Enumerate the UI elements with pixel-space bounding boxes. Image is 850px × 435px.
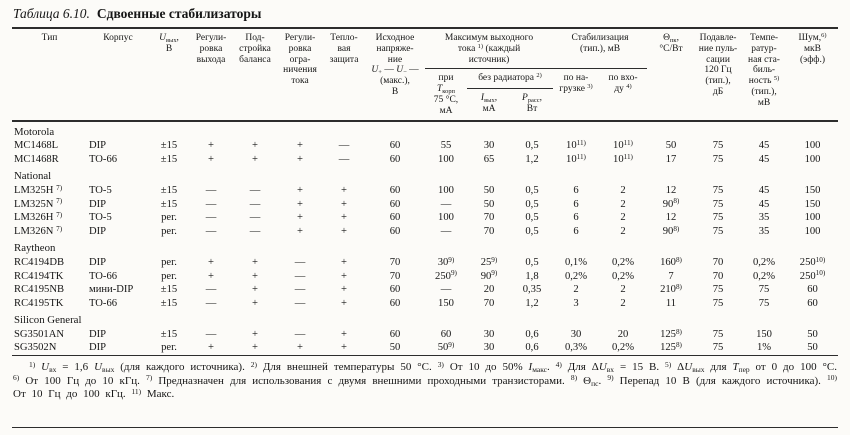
cell: LM325H $^{7)}$	[14, 183, 63, 196]
cell: 0,2%	[564, 270, 588, 282]
cell: 2	[620, 284, 626, 296]
cell: 60	[807, 284, 818, 296]
cell: 70	[483, 225, 495, 237]
cell: 2	[620, 225, 626, 237]
cell: TO-5	[89, 184, 112, 196]
cell: +	[252, 342, 258, 354]
cell: 45	[758, 140, 770, 152]
cell: 50$^{9)}$	[437, 341, 455, 354]
cell: 7	[668, 270, 674, 282]
col-header-theta: $\Theta_{пк}$, °С/Вт	[647, 28, 695, 121]
cell: +	[341, 284, 347, 296]
manufacturer-group-label: Silicon General	[14, 314, 82, 327]
cell: 75	[712, 297, 724, 309]
col-header-ripple-rejection: Подавле- ние пуль- сации 120 Гц (тип.), дБ	[695, 28, 741, 121]
cell: 0,5	[525, 140, 539, 152]
cell: +	[252, 256, 258, 268]
cell: 50	[483, 184, 495, 196]
cell: 0,3%	[564, 342, 588, 354]
cell: +	[297, 184, 303, 196]
col-header-load-regulation: по на- грузке $^{3)}$	[553, 69, 599, 121]
cell: 17	[665, 153, 677, 165]
col-header-noise: Шум,$^{6)}$ мкВ (эфф.)	[787, 28, 838, 121]
cell: 250$^{10)}$	[799, 255, 826, 268]
cell: RC4194DB	[14, 256, 65, 268]
cell: 0,5	[525, 198, 539, 210]
cell: 0,1%	[564, 256, 588, 268]
table-caption: Сдвоенные стабилизаторы	[96, 6, 262, 21]
cell: 75	[712, 284, 724, 296]
table-row	[12, 198, 838, 212]
table-row	[12, 328, 838, 342]
cell: +	[252, 153, 258, 165]
cell: +	[297, 212, 303, 224]
cell: 10$^{11)}$	[613, 138, 633, 152]
cell: 35	[758, 212, 770, 224]
cell: 70	[483, 212, 495, 224]
cell: 50	[389, 342, 401, 354]
cell: 90$^{8)}$	[662, 197, 680, 210]
cell: 0,2%	[611, 256, 635, 268]
col-header-vout: $U_{вых}$, В	[149, 28, 189, 121]
cell: RC4194TK	[14, 270, 64, 282]
cell: 100	[438, 153, 454, 165]
cell: LM326N $^{7)}$	[14, 224, 63, 237]
cell: TO-66	[89, 297, 118, 309]
col-header-current-limit-adjust: Регули- ровка огра- ничения тока	[277, 28, 323, 121]
cell: 0,2%	[611, 342, 635, 354]
cell: 70	[389, 256, 401, 268]
cell: 100	[438, 184, 454, 196]
cell: 250$^{10)}$	[799, 269, 826, 282]
col-group-max-output-current: Максимум выходного тока $^{1)}$ (каждый источник)	[425, 28, 553, 69]
cell: 100	[804, 140, 821, 152]
table-body	[12, 121, 838, 356]
cell: 1,2	[525, 297, 539, 309]
cell: —	[249, 184, 261, 196]
cell: ±15	[160, 198, 178, 210]
cell: 0,5	[525, 184, 539, 196]
cell: 150	[804, 198, 821, 210]
cell: 75	[712, 140, 724, 152]
cell: 75	[712, 328, 724, 340]
cell: 60	[807, 297, 818, 309]
cell: 45	[758, 153, 770, 165]
cell: 60	[389, 140, 401, 152]
cell: 60	[389, 184, 401, 196]
cell: 20	[483, 284, 495, 296]
cell: ±15	[160, 153, 178, 165]
cell: +	[297, 342, 303, 354]
cell: +	[341, 184, 347, 196]
cell: +	[341, 342, 347, 354]
cell: +	[208, 256, 214, 268]
cell: DIP	[89, 225, 107, 237]
cell: 0,5	[525, 225, 539, 237]
cell: 60	[440, 328, 452, 340]
cell: 1%	[756, 342, 772, 354]
col-header-line-regulation: по вхо- ду $^{4)}$	[599, 69, 647, 121]
col-header-type: Тип	[12, 28, 87, 121]
col-header-temp-stability: Темпе- ратур- ная ста- биль- ность $^{5)}$ (тип.), мВ	[741, 28, 787, 121]
cell: +	[341, 225, 347, 237]
table-title	[13, 6, 838, 22]
cell: +	[208, 153, 214, 165]
cell: 30$^{9)}$	[437, 255, 455, 268]
cell: 1,8	[525, 270, 539, 282]
cell: +	[208, 140, 214, 152]
cell: +	[252, 297, 258, 309]
cell: 12	[665, 184, 677, 196]
cell: —	[440, 284, 452, 296]
manufacturer-group-label: Raytheon	[14, 242, 56, 255]
col-header-current-at-temp: при $T_{корп}$ 75 °С, мА	[425, 69, 467, 121]
cell: 25$^{9)}$	[480, 255, 498, 268]
cell: 125$^{8)}$	[660, 341, 682, 354]
cell: 250$^{9)}$	[435, 269, 457, 282]
cell: DIP	[89, 198, 107, 210]
cell: 6	[573, 198, 579, 210]
cell: RC4195TK	[14, 297, 64, 309]
cell: 6	[573, 212, 579, 224]
cell: +	[341, 270, 347, 282]
col-header-pdiss: $P_{расс}$, Вт	[511, 89, 553, 121]
cell: —	[294, 284, 306, 296]
cell: —	[249, 225, 261, 237]
cell: 10$^{11)}$	[566, 152, 586, 165]
table-row	[12, 139, 838, 153]
cell: 2	[620, 297, 626, 309]
cell: TO-66	[89, 153, 118, 165]
cell: —	[205, 297, 217, 309]
cell: 100	[804, 153, 821, 165]
cell: 2	[620, 184, 626, 196]
cell: 70	[712, 256, 724, 268]
cell: SG3501AN	[14, 328, 65, 340]
table-row	[12, 153, 838, 167]
table-row	[12, 297, 838, 311]
cell: LM326H $^{7)}$	[14, 210, 63, 224]
bottom-rule	[12, 427, 838, 428]
cell: DIP	[89, 328, 107, 340]
cell: 75	[758, 297, 770, 309]
col-header-package: Корпус	[87, 28, 149, 121]
cell: 60	[389, 225, 401, 237]
table-row	[12, 211, 838, 225]
cell: 0,2%	[611, 270, 635, 282]
table-row	[12, 283, 838, 297]
manufacturer-group-label: Motorola	[14, 125, 55, 138]
cell: +	[252, 284, 258, 296]
cell: 10$^{11)}$	[613, 152, 633, 165]
cell: +	[341, 198, 347, 210]
cell: 35	[758, 225, 770, 237]
cell: мини-DIP	[89, 284, 134, 296]
cell: RC4195NB	[14, 284, 65, 296]
cell: 75	[712, 212, 724, 224]
cell: —	[294, 256, 306, 268]
cell: MC1468L	[14, 140, 59, 152]
cell: 0,35	[522, 284, 542, 296]
cell: MC1468R	[14, 153, 59, 165]
cell: 75	[712, 342, 724, 354]
cell: LM325N $^{7)}$	[14, 197, 63, 210]
col-header-thermal-protection: Тепло- вая защита	[323, 28, 365, 121]
cell: 55	[440, 140, 452, 152]
cell: 0,5	[525, 212, 539, 224]
cell: 60	[389, 328, 401, 340]
cell: ±15	[160, 284, 178, 296]
cell: 60	[389, 198, 401, 210]
cell: 210$^{8)}$	[660, 282, 682, 296]
cell: 150	[804, 184, 821, 196]
cell: TO-66	[89, 270, 118, 282]
cell: +	[341, 212, 347, 224]
cell: 50	[483, 198, 495, 210]
cell: рег.	[161, 225, 177, 237]
cell: 70	[389, 270, 401, 282]
cell: +	[297, 198, 303, 210]
cell: —	[205, 184, 217, 196]
manufacturer-group-row	[12, 238, 838, 256]
table-number: Таблица 6.10.	[13, 6, 90, 21]
cell: 2	[573, 284, 579, 296]
cell: 30	[570, 328, 582, 340]
cell: рег.	[161, 270, 177, 282]
col-header-iout: $I_{вых}$, мА	[467, 89, 511, 121]
cell: 2	[620, 198, 626, 210]
cell: 6	[573, 225, 579, 237]
cell: 30	[483, 140, 495, 152]
cell: —	[205, 284, 217, 296]
cell: ±15	[160, 328, 178, 340]
cell: +	[208, 342, 214, 354]
cell: 65	[483, 153, 495, 165]
cell: 1,2	[525, 153, 539, 165]
cell: 100	[804, 212, 821, 224]
cell: —	[205, 328, 217, 340]
manufacturer-group-row	[12, 166, 838, 184]
cell: 90$^{9)}$	[480, 269, 498, 282]
cell: +	[252, 270, 258, 282]
cell: 75	[712, 153, 724, 165]
stabilizers-table	[12, 27, 838, 356]
cell: рег.	[161, 256, 177, 268]
cell: 150	[756, 328, 772, 340]
cell: —	[338, 140, 350, 152]
cell: 45	[758, 198, 770, 210]
cell: +	[252, 140, 258, 152]
footnotes: $^{1)}$ $U_{вх} = 1,6$ $U_{вых}$ (для каждого источника). $^{2)}$ Для внешней температуры 50 °С. $^{3)}$ От 10 до 50% $I_{макс}$. $^{4)}$ Для $\Delta U_{вх} = 15$ В. $^{5)}$ $\Delta U_{вых}$ для $T_{пер}$ от 0 до 100 °С. $^{6)}$ От 100 Гц до 10 кГц. $^{7)}$ Предназначен для использования с двумя внешними проходными транзисторами. $^{8)}$ $\Theta_{пс}$. $^{9)}$ Перепад 10 В (для каждого источника). $^{10)}$ От 10 Гц до 100 кГц. $^{11)}$ Макс.	[13, 359, 838, 401]
table-row	[12, 256, 838, 270]
table-header	[12, 28, 838, 121]
table-row	[12, 341, 838, 355]
cell: —	[338, 153, 350, 165]
cell: +	[341, 328, 347, 340]
cell: +	[341, 297, 347, 309]
cell: —	[205, 212, 217, 224]
col-group-regulation: Стабилизация (тип.), мВ	[553, 28, 647, 69]
col-header-output-adjust: Регули- ровка выхода	[189, 28, 233, 121]
cell: 11	[665, 297, 677, 309]
cell: —	[440, 198, 452, 210]
cell: 60	[389, 153, 401, 165]
cell: +	[297, 140, 303, 152]
cell: —	[249, 212, 261, 224]
cell: DIP	[89, 140, 107, 152]
cell: 0,6	[525, 328, 539, 340]
cell: +	[208, 270, 214, 282]
cell: 30	[483, 342, 495, 354]
cell: 75	[712, 225, 724, 237]
cell: DIP	[89, 256, 107, 268]
cell: 30	[483, 328, 495, 340]
cell: ±15	[160, 297, 178, 309]
cell: 0,2%	[752, 270, 776, 282]
col-header-balance-trim: Под- стройка баланса	[233, 28, 277, 121]
cell: 90$^{8)}$	[662, 224, 680, 237]
cell: —	[440, 225, 452, 237]
cell: DIP	[89, 342, 107, 354]
cell: 50	[665, 140, 677, 152]
cell: 0,5	[525, 256, 539, 268]
table-row	[12, 225, 838, 239]
cell: 60	[389, 297, 401, 309]
cell: 150	[438, 297, 454, 309]
cell: —	[294, 297, 306, 309]
cell: +	[297, 225, 303, 237]
cell: 6	[573, 184, 579, 196]
cell: 50	[807, 328, 818, 340]
cell: 70	[483, 297, 495, 309]
cell: +	[341, 256, 347, 268]
cell: 100	[804, 225, 821, 237]
manufacturer-group-row	[12, 121, 838, 140]
cell: 100	[438, 212, 454, 224]
cell: рег.	[161, 342, 177, 354]
cell: 3	[573, 297, 579, 309]
col-header-input-voltage: Исходное напряже- ние $U_+$ — $U_-$ — (макс.), В	[365, 28, 425, 121]
cell: 75	[712, 198, 724, 210]
cell: —	[205, 225, 217, 237]
cell: рег.	[161, 212, 177, 224]
cell: —	[294, 328, 306, 340]
cell: 60	[389, 212, 401, 224]
cell: —	[249, 198, 261, 210]
cell: SG3502N	[14, 342, 57, 354]
cell: +	[297, 153, 303, 165]
cell: 0,6	[525, 342, 539, 354]
cell: 60	[389, 284, 401, 296]
cell: 0,2%	[752, 256, 776, 268]
cell: 160$^{8)}$	[660, 255, 682, 268]
cell: 75	[712, 184, 724, 196]
cell: +	[252, 328, 258, 340]
manufacturer-group-label: National	[14, 170, 52, 183]
cell: 125$^{8)}$	[660, 327, 682, 340]
cell: 2	[620, 212, 626, 224]
cell: 50	[807, 342, 818, 354]
col-group-no-heatsink: без радиатора $^{2)}$	[467, 69, 553, 89]
cell: —	[294, 270, 306, 282]
cell: 45	[758, 184, 770, 196]
cell: 12	[665, 212, 677, 224]
cell: ±15	[160, 184, 178, 196]
cell: 20	[617, 328, 629, 340]
cell: 10$^{11)}$	[566, 138, 586, 152]
cell: —	[205, 198, 217, 210]
table-row	[12, 184, 838, 198]
cell: ±15	[160, 140, 178, 152]
cell: 75	[758, 284, 770, 296]
cell: TO-5	[89, 212, 112, 224]
manufacturer-group-row	[12, 310, 838, 328]
cell: 70	[712, 270, 724, 282]
table-row	[12, 270, 838, 284]
